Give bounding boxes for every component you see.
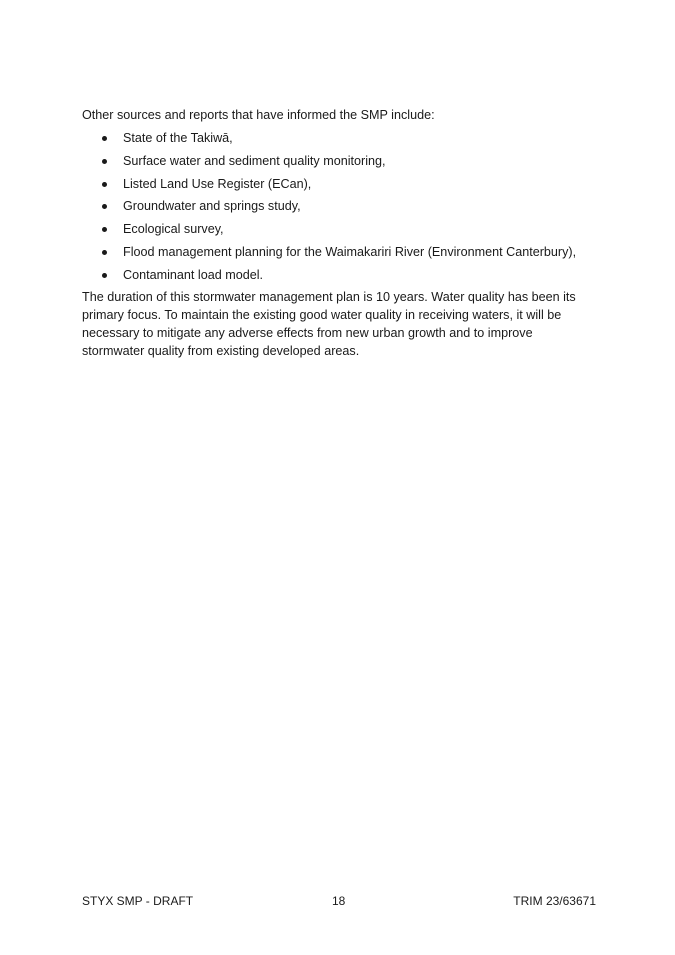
body-paragraph: The duration of this stormwater management plan is 10 years. Water quality has been its primary focus. To maintain the existing good water quality in receiving waters, it will be necessary to mitigate any adverse effects from new urban growth and to improve stormwater quality from existing developed areas. xyxy=(82,290,576,358)
list-item-text: Surface water and sediment quality monitoring, xyxy=(123,153,386,168)
footer-trim-reference: TRIM 23/63671 xyxy=(513,894,596,908)
list-item-text: Groundwater and springs study, xyxy=(123,199,301,214)
list-item-text: Listed Land Use Register (ECan), xyxy=(123,176,312,191)
bullet-icon xyxy=(102,250,107,255)
page-footer xyxy=(82,892,596,910)
list-item-text: State of the Takiwā, xyxy=(123,131,233,145)
list-item-text: Flood management planning for the Waimakariri River (Environment Canterbury), xyxy=(123,244,577,259)
sources-list xyxy=(82,129,602,289)
list-item xyxy=(82,220,602,238)
list-item xyxy=(82,243,602,261)
list-item xyxy=(82,175,602,193)
list-item xyxy=(82,129,602,147)
footer-document-title: STYX SMP - DRAFT xyxy=(82,894,194,908)
bullet-icon xyxy=(102,159,107,164)
list-item xyxy=(82,266,602,284)
bullet-icon xyxy=(102,273,107,278)
list-item-text: Ecological survey, xyxy=(123,222,224,237)
intro-text: Other sources and reports that have informed the SMP include: xyxy=(82,108,435,122)
bullet-icon xyxy=(102,136,107,141)
bullet-icon xyxy=(102,227,107,232)
list-item xyxy=(82,152,602,170)
list-item-text: Contaminant load model. xyxy=(123,267,264,282)
bullet-icon xyxy=(102,204,107,209)
bullet-icon xyxy=(102,182,107,187)
page-number: 18 xyxy=(332,894,346,908)
list-item xyxy=(82,197,602,215)
